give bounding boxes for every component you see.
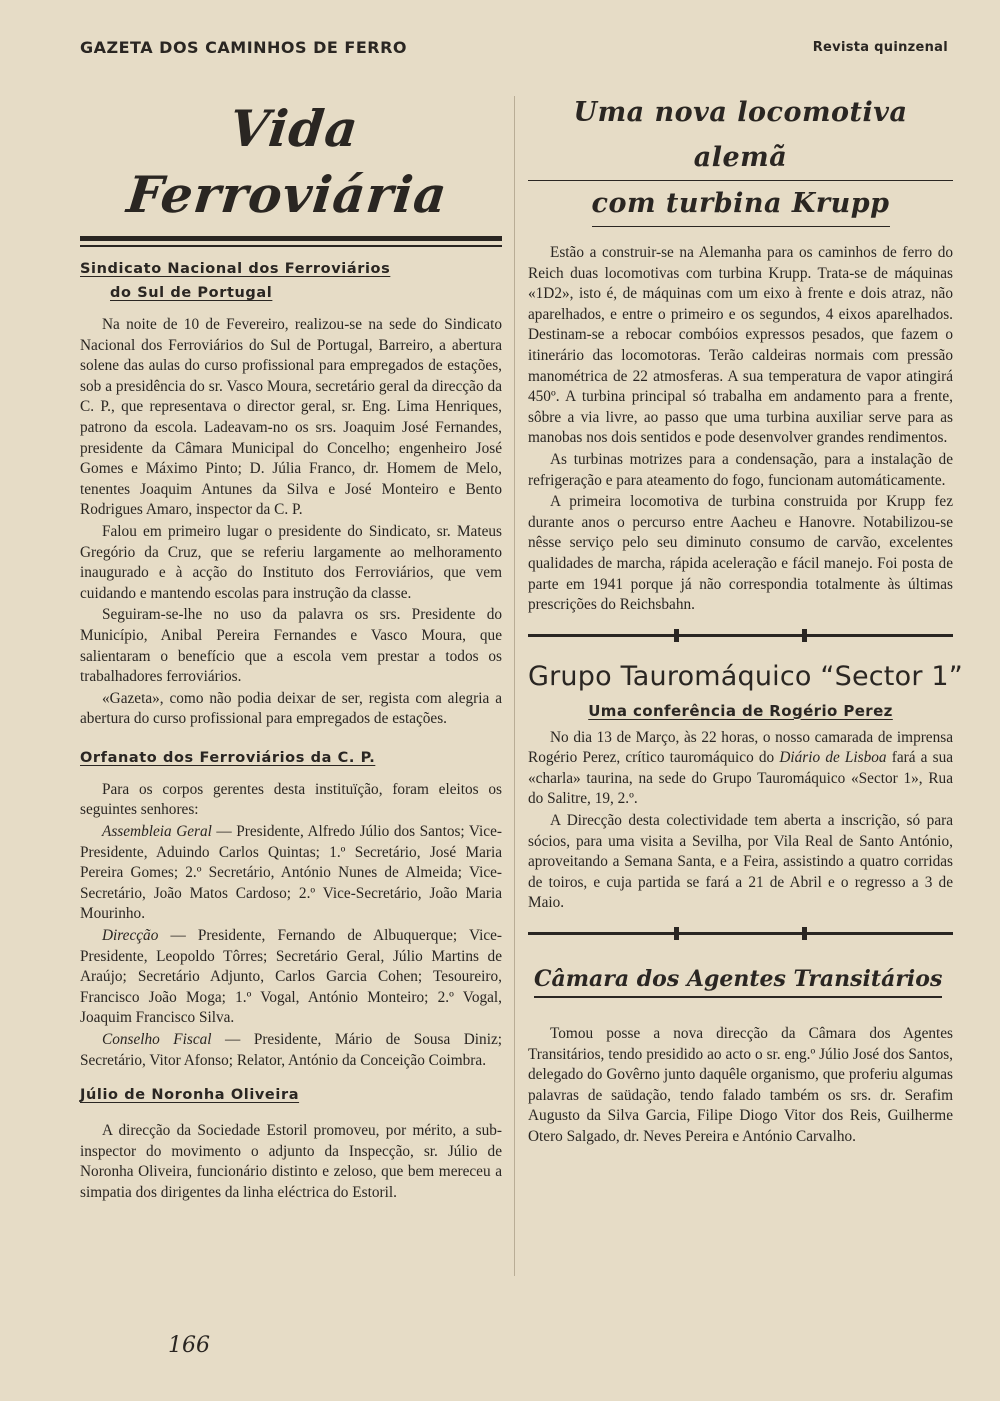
title-line-2: com turbina Krupp: [592, 181, 890, 227]
grupo-tauromaquico-title: Grupo Tauromáquico “Sector 1”: [528, 660, 963, 692]
section-divider: [528, 624, 953, 652]
group-label: Direcção: [102, 927, 159, 945]
running-head: [80, 38, 948, 60]
publication-title: GAZETA DOS CAMINHOS DE FERRO: [80, 38, 408, 57]
group-text: — Presidente, Mário de Sousa Diniz; Secretário, Vitor Afonso; Relator, António da Conceição Coimbra.: [80, 1031, 502, 1069]
paragraph: As turbinas motrizes para a condensação, para a instalação de refrigeração e para ateamento do fogo, funcionam automáticamente.: [528, 450, 953, 489]
group-label: Conselho Fiscal: [102, 1031, 212, 1048]
column-divider: [514, 96, 515, 1276]
paragraph: Para os corpos gerentes desta instituïção, foram eleitos os seguintes senhores:: [80, 780, 502, 819]
conferencia-subtitle: Uma conferência de Rogério Perez: [588, 701, 893, 720]
paragraph: Falou em primeiro lugar o presidente do Sindicato, sr. Mateus Gregório da Cruz, que se referiu largamente ao melhoramento inaugurado e à acção do Instituto dos Ferroviários, que vem cuidando e mantendo escolas para instrução da classe.: [80, 522, 502, 602]
heading-line-2: do Sul de Portugal: [110, 285, 273, 301]
paragraph: Tomou posse a nova direcção da Câmara dos Agentes Transitários, tendo presidido ao acto o sr. eng.º Júlio José dos Santos, delegado do Govêrno junto daquêle organismo, que proferiu algumas palavras de saüdação, tendo falado também os srs. dr. Serafim Augusto da Silva Garcia, Filipe Diogo Vitor dos Reis, Guilherme Otero Salgado, dr. Neves Pereira e António Carvalho.: [528, 1025, 953, 1145]
camara-agentes-title: Câmara dos Agentes Transitários: [534, 962, 942, 998]
left-column: [80, 90, 502, 1204]
group-label: Assembleia Geral: [102, 823, 212, 841]
right-column: [528, 90, 963, 1148]
paragraph: Na noite de 10 de Fevereiro, realizou-se na sede do Sindicato Nacional dos Ferroviários do Sul de Portugal, Barreiro, a abertura solene das aulas do curso profissional para empregados de estações, sob a presidência do sr. Vasco Moura, secretário geral da direcção da C. P., que representava o director geral, sr. Eng. Lima Henriques, patrono da escola. Ladeavam-no os srs. Joaquim José Fernandes, presidente da Câmara Municipal do Concelho; engenheiro José Gomes e Máximo Pinto; D. Júlia Franco, dr. Homem de Melo, tenentes Joaquim Antunes da Silva e José Monteiro e Bento Rodrigues Amaro, inspector da C. P.: [80, 316, 502, 519]
title-line-1: Uma nova locomotiva alemã: [528, 90, 953, 181]
paragraph: A primeira locomotiva de turbina construida por Krupp fez durante anos o percurso entre Aacheu e Hanovre. Notabilizou-se nêsse serviço pelo seu diminuto consumo de carvão, excelentes qualidades de marcha, rápida aceleração e fácil manejo. Foi posta de parte em 1941 porque já não correspondia totalmente às últimas prescrições do Reichsbahn.: [528, 493, 953, 614]
group-text: — Presidente, Fernando de Albuquerque; Vice-Presidente, Leopoldo Tôrres; Secretário Geral, Júlio Martins de Araújo; Secretário Adjunto, Carlos Garcia Cohen; Tesoureiro, Francisco João Moga; 1.º Vogal, António Monteiro; 2.º Vogal, Joaquim Francisco Silva.: [80, 927, 502, 1027]
paragraph: A direcção da Sociedade Estoril promoveu, por mérito, a sub-inspector do movimento o adjunto da Inspecção, sr. Júlio de Noronha Oliveira, funcionário distinto e zeloso, que bem mereceu a simpatia dos dirigentes da linha eléctrica do Estoril.: [80, 1122, 502, 1201]
paragraph: Estão a construir-se na Alemanha para os caminhos de ferro do Reich duas locomotivas com turbina Krupp. Trata-se de máquinas «1D2», isto é, de máquinas com um eixo à frente e dois atraz, não aparelhados, e entre o primeiro e os segundos, 4 eixos aparelhados. Destinam-se a rebocar combóios expressos pesados, que fazem o itinerário das locomotoras. Terão caldeiras normais com pressão manométrica de 22 atmosferas. A sua temperatura de vapor atingirá 450º. A turbina principal só trabalha em andamento para a frente, sôbre a via livre, ao passo que uma turbina auxiliar serve para as manobas nos dois sentidos e pode desenvolver grandes rendimentos.: [528, 244, 953, 447]
paragraph-direccao: [80, 926, 502, 1029]
paragraph: «Gazeta», como não podia deixar de ser, regista com alegria a abertura do curso profissional para empregados de estações.: [80, 689, 502, 728]
section-heading-orfanato: Orfanato dos Ferroviários da C. P.: [80, 749, 376, 766]
paragraph-conselho: [80, 1030, 502, 1071]
paragraph-assembleia: [80, 822, 502, 925]
publication-frequency: Revista quinzenal: [812, 40, 948, 55]
masthead-rule-thick: [80, 236, 502, 241]
page-number: 166: [168, 1333, 210, 1358]
masthead-rule-thin: [80, 245, 502, 247]
masthead-vida-ferroviaria: Vida Ferroviária: [124, 99, 451, 224]
paragraph: A Direcção desta colectividade tem aberta a inscrição, só para sócios, para uma visita a Sevilha, por Vila Real de Santo António, aproveitando a Semana Santa, e a Feira, assistindo a quatro corridas de toiros, e cuja partida se fará a 21 de Abril e o regresso a 3 de Maio.: [528, 812, 953, 912]
newspaper-name: Diário de Lisboa: [779, 749, 887, 767]
paragraph: No dia 13 de Março, às 22 horas, o nosso camarada de imprensa Rogério Perez, crítico tauromáquico do Diário de Lisboa fará a sua «charla» taurina, na sede do Grupo Tauromáquico «Sector 1», Rua do Salitre, 19, 2.º.: [528, 728, 954, 808]
section-heading-julio: Júlio de Noronha Oliveira: [80, 1087, 300, 1104]
locomotiva-title: [528, 90, 953, 227]
heading-line-1: Sindicato Nacional dos Ferroviários: [80, 261, 391, 277]
paragraph: Seguiram-se-lhe no uso da palavra os srs. Presidente do Município, Anibal Pereira Fernandes e Vasco Moura, que salientaram o benefício que a escola vem prestar a todos os trabalhadores ferroviários.: [80, 606, 502, 686]
group-text: — Presidente, Alfredo Júlio dos Santos; Vice-Presidente, Aduindo Carlos Quintas; 1.º Secretário, José Maria Pereira Gomes; 2.º Secretário, António Nunes de Almeida; Vice-Secretário, João Matos Cardoso; 2.º Vice-Secretário, João Maria Mourinho.: [80, 823, 502, 923]
section-heading-sindicato: [80, 257, 502, 305]
section-divider: [528, 922, 953, 950]
